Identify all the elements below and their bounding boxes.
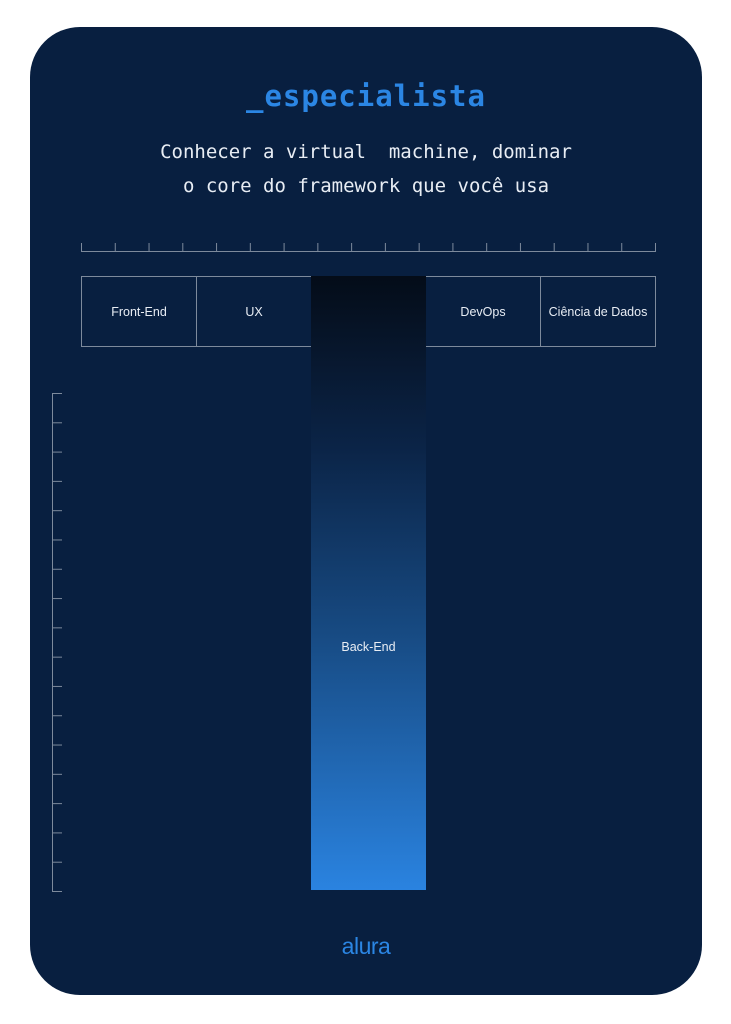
area-label: UX [245, 304, 263, 319]
specialist-card [30, 27, 702, 995]
top-ruler [81, 240, 656, 252]
subtitle-line-2: o core do framework que você usa [182, 175, 550, 197]
area-label: Front-End [111, 304, 167, 319]
area-front-end [81, 276, 197, 347]
area-label: Ciência de Dados [548, 304, 648, 319]
subtitle-line-1: Conhecer a virtual machine, dominar [160, 141, 572, 163]
area-back-end-deep [311, 276, 426, 890]
area-label: Back-End [341, 640, 396, 654]
page-title: _especialista [246, 79, 486, 113]
area-ux [196, 276, 312, 347]
page-subtitle [30, 135, 702, 203]
alura-logo: alura [341, 933, 391, 959]
area-ciencia-de-dados [540, 276, 656, 347]
area-label: DevOps [460, 304, 506, 319]
area-devops [425, 276, 541, 347]
side-ruler [52, 393, 66, 892]
